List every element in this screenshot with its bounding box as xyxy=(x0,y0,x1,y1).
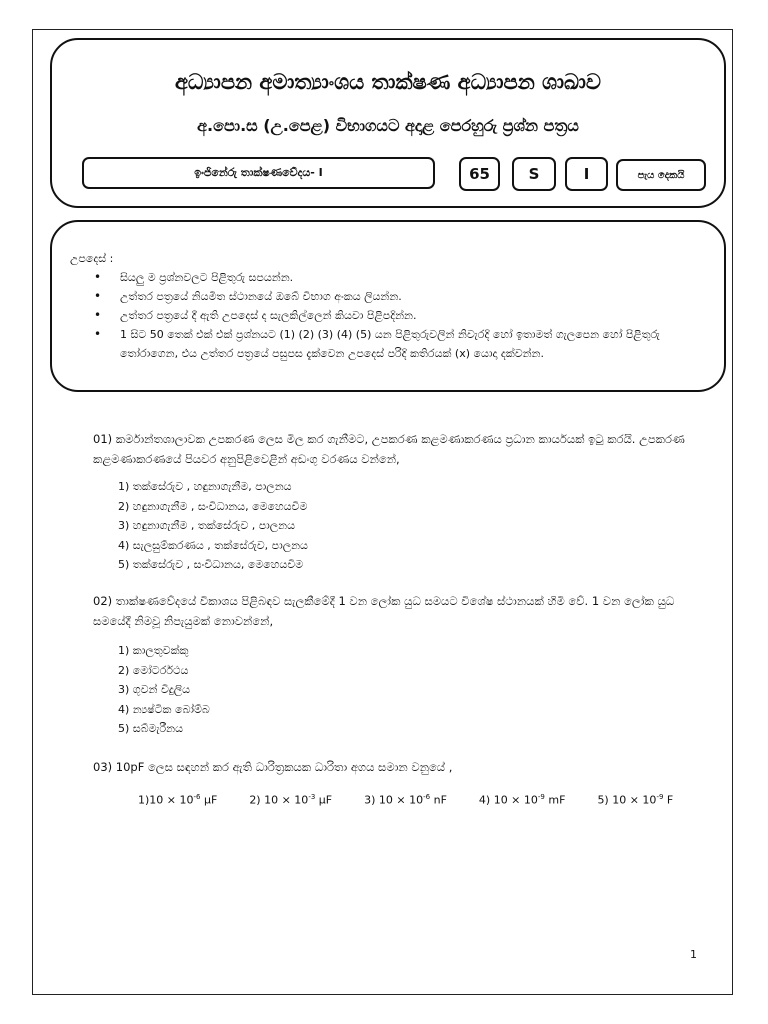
instruction-item: • සියලු ම ප්‍රශ්නවලට පිළිතුරු සපයන්න. xyxy=(92,268,702,287)
question-3-options xyxy=(138,793,673,807)
question-2-text: 02) තාක්ෂණවේදයේ විකාශය පිළිබඳව සැලකීමේදී 1 වන ලෝක යුධ සමයට විශේෂ ස්ථානයක් හිමි වේ. 1 වන ලෝක යුධ සමයේදී නිමවූ නිපැයුමක් නොවන්නේ, xyxy=(93,594,675,628)
option-item: 2) මෝටර්රථය xyxy=(118,663,189,677)
page-number: 1 xyxy=(690,948,697,961)
option-item: 2) $10 \times 10^{-3}$ μF xyxy=(249,793,333,807)
duration-box: පැය දෙකයි xyxy=(616,159,706,191)
page-title: අධ්‍යාපන අමාත්‍යාංශය තාක්ෂණ අධ්‍යාපන ශාඛාව xyxy=(174,70,602,94)
option-item: 3) $10 \times 10^{-6}$ nF xyxy=(364,793,447,807)
option-item: 5) $10 \times 10^{-9}$ F xyxy=(597,793,674,807)
question-2-options xyxy=(118,641,210,739)
option-item: 1) තක්සේරුව , හඳුනාගැනීම, පාලනය xyxy=(118,480,292,493)
subject-box: ඉංජිනේරු තාක්ෂණවේදය- I xyxy=(82,157,435,189)
question-1-text: 01) කර්මාන්තශාලාවක උපකරණ ලෙස මිල කර ගැනීමට, උපකරණ කළමණාකරණය ප්‍රධාන කාර්යයක් ඉටු කරයි. උපකරණ කළමණාකරණයේ පියවර අනුපිළිවෙළින් අඩංගු වරණය වන්නේ, xyxy=(93,432,685,466)
option-item: 4) සැලසුම්කරණය , තක්සේරුව, පාලනය xyxy=(118,538,308,552)
option-item: 3) හඳුනාගැනීම , තක්සේරුව , පාලනය xyxy=(118,519,296,532)
option-item: 4) න්‍යෂ්ටික බෝම්බ xyxy=(118,702,210,716)
instructions-box xyxy=(50,220,726,392)
header-box xyxy=(50,38,726,208)
code-roman-box: I xyxy=(565,157,608,191)
option-item: $1)10 \times 10^{-6}$ μF xyxy=(138,793,218,807)
option-item: 5) තක්සේරුව , සංවිධානය, මෙහෙයවීම xyxy=(118,558,304,571)
code-letter-box: S xyxy=(512,157,556,191)
option-item: 3) ගුවන් විදුලිය xyxy=(118,683,191,696)
instruction-item: • උත්තර පත්‍රයේ නියමිත ස්ථානයේ ඔබේ විභාග අංකය ලියන්න. xyxy=(92,287,702,306)
option-item: 2) හඳුනාගැනීම , සංවිධානය, මෙහෙයවීම xyxy=(118,499,308,513)
question-3-text: 03) 10pF ලෙස සඳහන් කර ඇති ධාරිත්‍රකයක ධාරිතා අගය සමාන වනුයේ , xyxy=(93,760,453,774)
option-item: 4) $10 \times 10^{-9}$ mF xyxy=(478,793,566,807)
page-subtitle: අ.පො.ස (උ.පෙළ) විභාගයට අදාළ පෙරහුරු ප්‍රශ්න පත්‍රය xyxy=(197,116,579,135)
instructions-heading: උපදෙස් : xyxy=(70,252,114,265)
option-item: 5) සබ්මැරීනය xyxy=(118,722,184,735)
option-item: 1) කාලතුවක්කු xyxy=(118,644,189,657)
instructions-list xyxy=(92,268,702,363)
instruction-item: • 1 සිට 50 තෙක් එක් එක් ප්‍රශ්නයට (1) (2) (3) (4) (5) යන පිළිතුරුවලින් නිවැරදි හෝ ඉතාමත් ගැලපෙන හෝ පිළිතුරු තෝරාගෙන, එය උත්තර පත්‍රයේ පසුපස දැක්වෙන උපදෙස් පරිදි කතිරයක් (x) යොදා දක්වන්න. xyxy=(92,325,702,363)
instruction-item: • උත්තර පත්‍රයේ දී ඇති උපදෙස් ද සැලකිල්ලෙන් කියවා පිළිපදින්න. xyxy=(92,306,702,325)
code-number-box: 65 xyxy=(459,157,500,191)
question-1-options xyxy=(118,477,308,575)
